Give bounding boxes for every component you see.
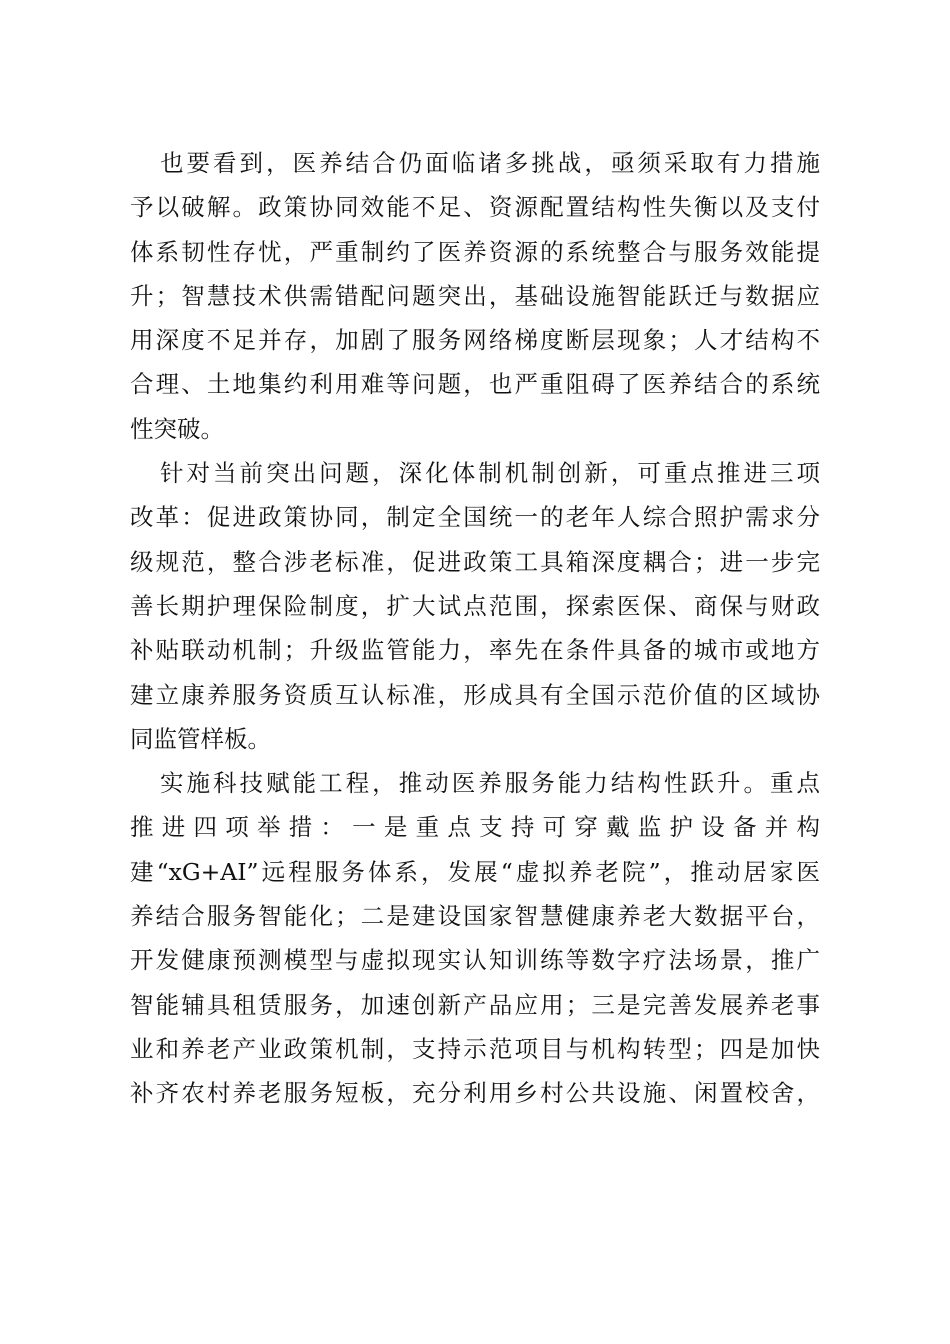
- text-line: 合理、土地集约利用难等问题，也严重阻碍了医养结合的系统: [130, 370, 820, 399]
- text-line: 推进四项举措：一是重点支持可穿戴监护设备并构: [130, 813, 820, 842]
- text-line: 建“xG+AI”远程服务体系，发展“虚拟养老院”，推动居家医: [130, 857, 820, 886]
- text-line: 体系韧性存忧，严重制约了医养资源的系统整合与服务效能提: [130, 237, 820, 266]
- document-page: [130, 141, 820, 1116]
- text-line: 开发健康预测模型与虚拟现实认知训练等数字疗法场景，推广: [130, 946, 820, 975]
- text-line: 建立康养服务资质互认标准，形成具有全国示范价值的区域协: [130, 680, 820, 709]
- text-line: 升；智慧技术供需错配问题突出，基础设施智能跃迁与数据应: [130, 281, 820, 310]
- text-line: 同监管样板。: [130, 724, 271, 753]
- paragraph-reforms: [130, 451, 820, 761]
- text-line: 补齐农村养老服务短板，充分利用乡村公共设施、闲置校舍，: [130, 1079, 820, 1108]
- text-line: 级规范，整合涉老标准，促进政策工具箱深度耦合；进一步完: [130, 547, 820, 576]
- text-line: 业和养老产业政策机制，支持示范项目与机构转型；四是加快: [130, 1034, 820, 1063]
- text-line: 针对当前突出问题，深化体制机制创新，可重点推进三项: [160, 459, 820, 488]
- text-line: 也要看到，医养结合仍面临诸多挑战，亟须采取有力措施: [160, 149, 820, 177]
- text-line: 善长期护理保险制度，扩大试点范围，探索医保、商保与财政: [130, 591, 820, 620]
- text-line: 智能辅具租赁服务，加速创新产品应用；三是完善发展养老事: [130, 990, 820, 1019]
- text-line: 补贴联动机制；升级监管能力，率先在条件具备的城市或地方: [130, 636, 820, 665]
- text-line: 养结合服务智能化；二是建设国家智慧健康养老大数据平台，: [130, 902, 820, 931]
- text-line: 用深度不足并存，加剧了服务网络梯度断层现象；人才结构不: [130, 326, 820, 355]
- text-line: 改革：促进政策协同，制定全国统一的老年人综合照护需求分: [130, 503, 820, 532]
- text-line: 性突破。: [130, 414, 224, 443]
- paragraph-challenges: [130, 141, 820, 451]
- paragraph-technology: [130, 761, 820, 1115]
- text-line: 予以破解。政策协同效能不足、资源配置结构性失衡以及支付: [130, 193, 820, 222]
- text-line: 实施科技赋能工程，推动医养服务能力结构性跃升。重点: [160, 769, 820, 798]
